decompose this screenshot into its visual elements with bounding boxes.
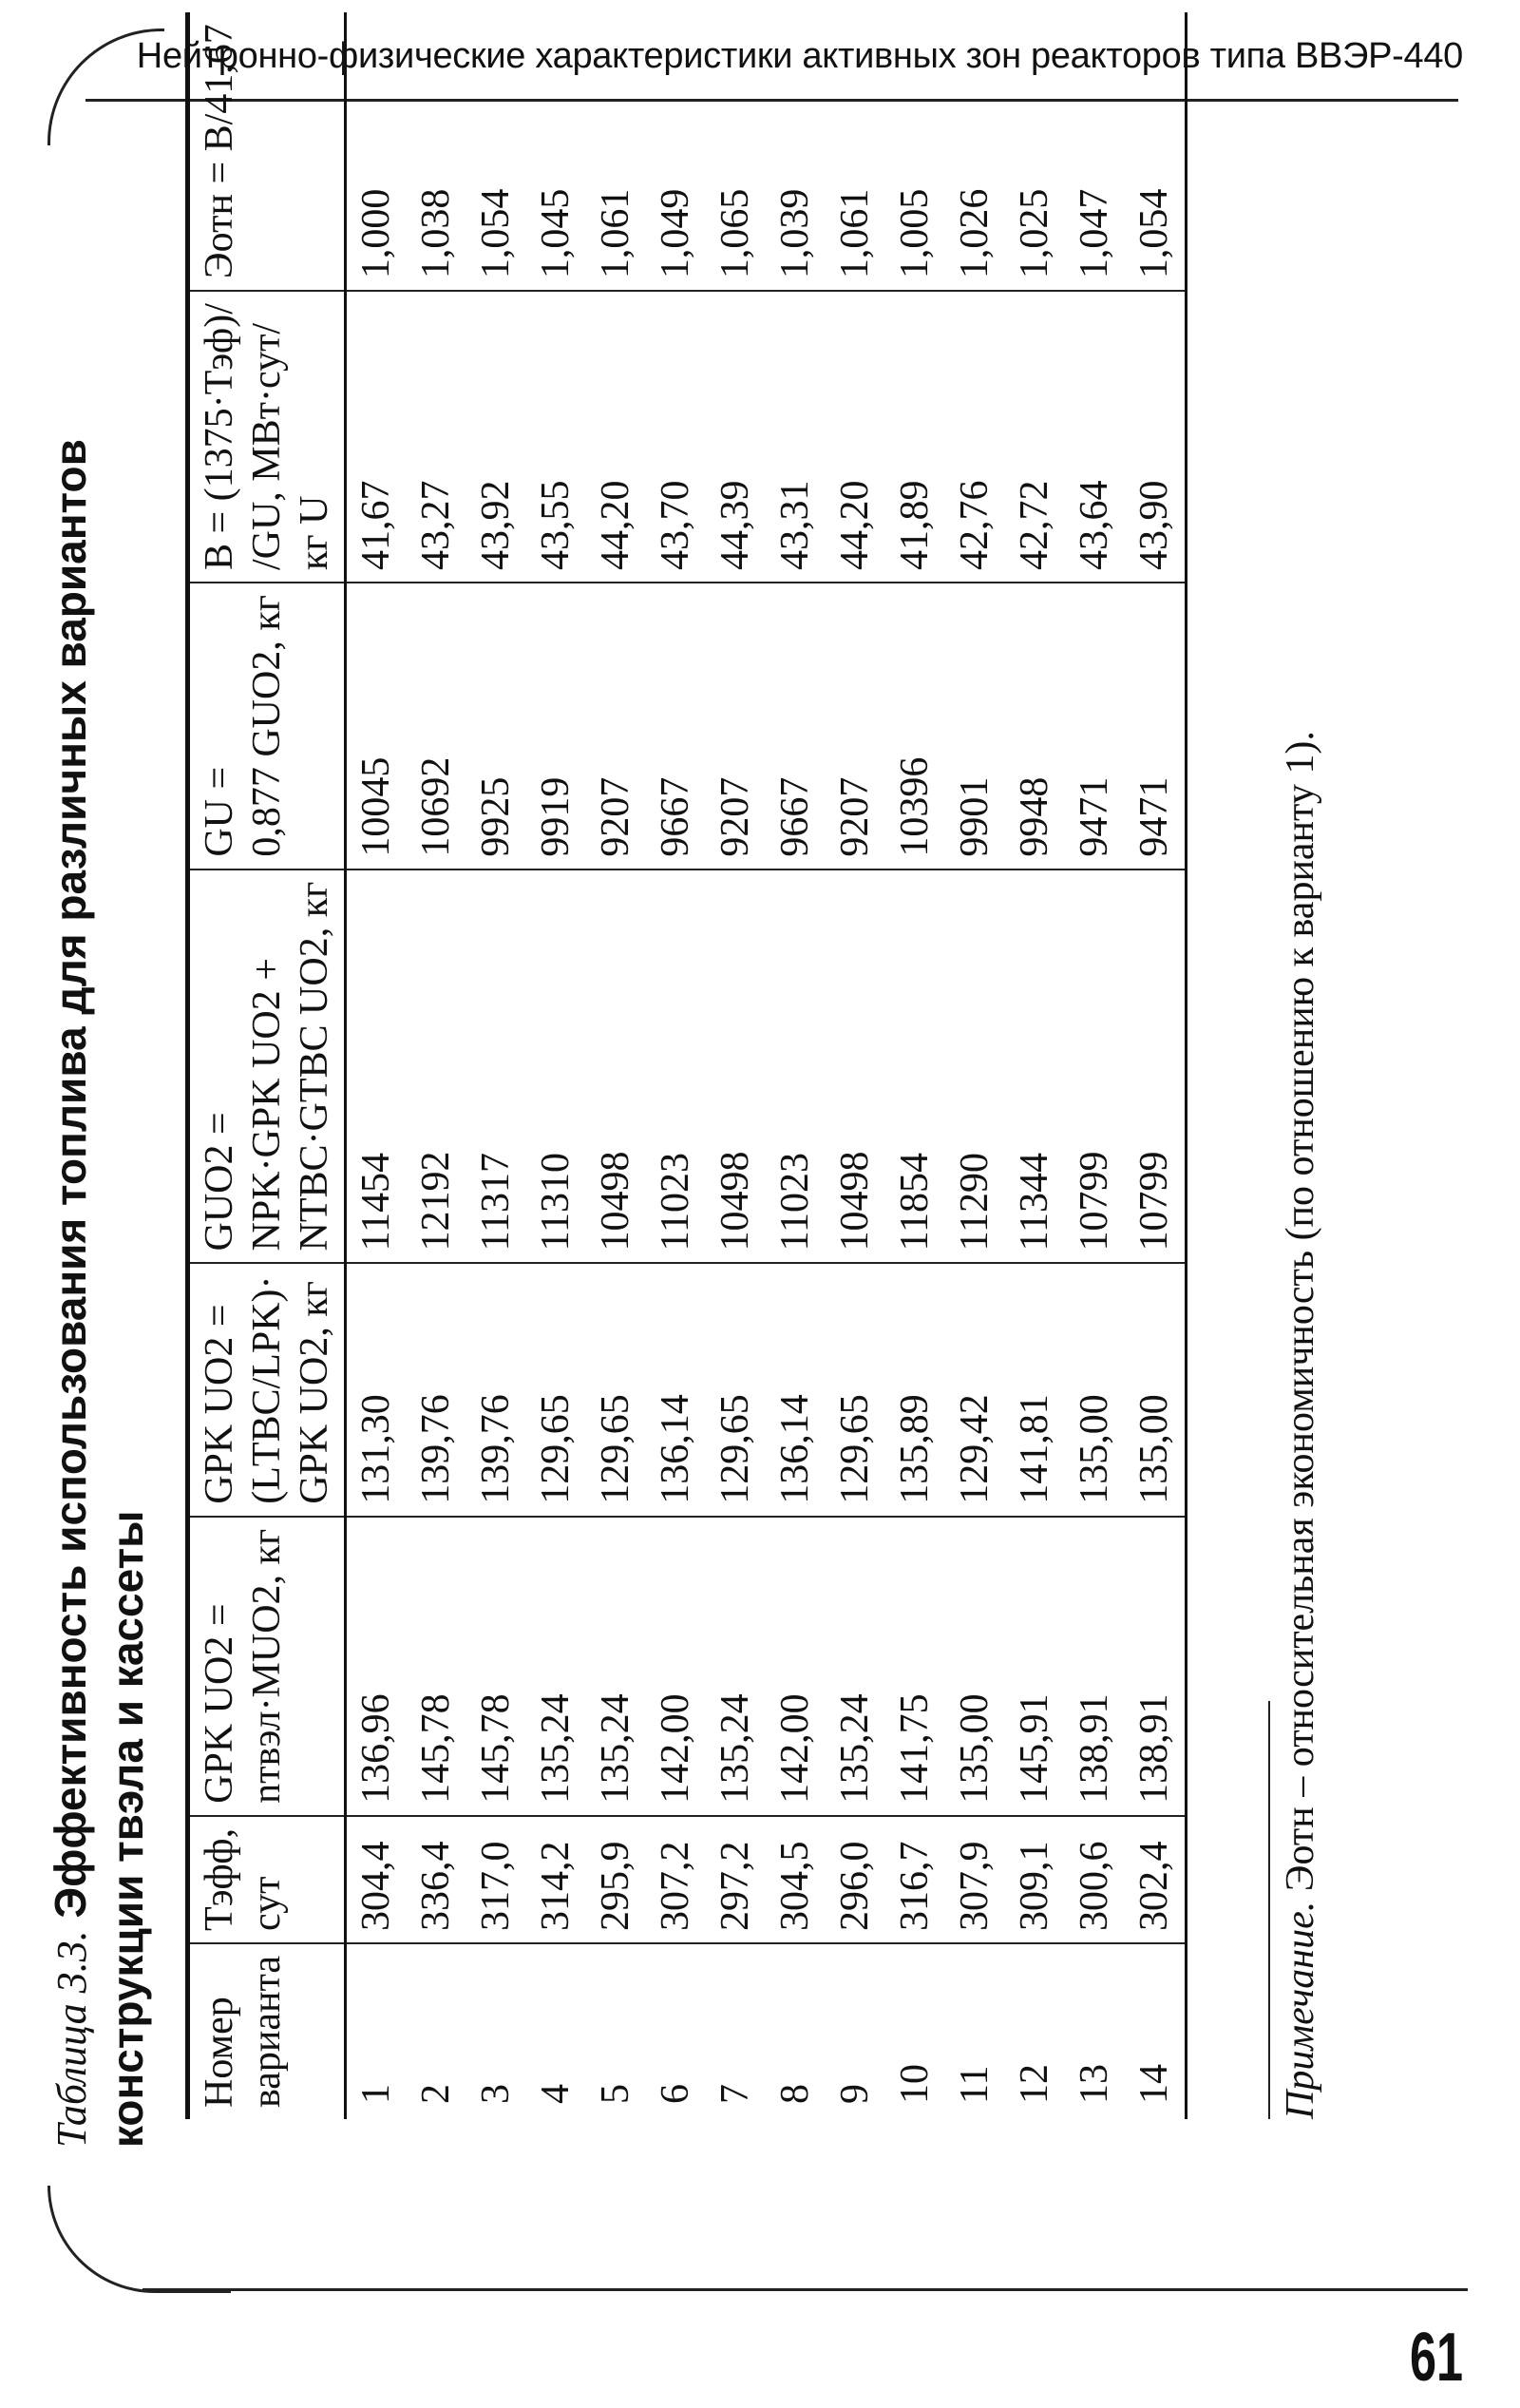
table-cell: 9948 [1005, 583, 1065, 870]
table-cell: 1,026 [945, 12, 1005, 291]
table-cell: 304,5 [766, 1816, 826, 1943]
table-cell: 11290 [945, 870, 1005, 1264]
running-header: Нейтронно-физические характеристики активных зон реакторов типа ВВЭР-440 [136, 36, 1463, 76]
table-cell: 10396 [885, 583, 945, 870]
table-cell: 44,20 [826, 291, 885, 583]
table-cell: 135,24 [526, 1517, 586, 1816]
table-row [586, 12, 646, 2119]
table-row [826, 12, 885, 2119]
table-cell: 141,81 [1005, 1263, 1065, 1516]
table-cell: 43,31 [766, 291, 826, 583]
table-cell: 135,89 [885, 1263, 945, 1516]
table-row [466, 12, 526, 2119]
table-cell: 10799 [1065, 870, 1125, 1264]
table-cell: 10799 [1125, 870, 1187, 1264]
table-caption [43, 171, 176, 2148]
table-cell: 336,4 [407, 1816, 466, 1943]
table-cell: 10045 [346, 583, 408, 870]
table-cell: 9667 [766, 583, 826, 870]
table-cell: 9 [833, 2084, 877, 2104]
table-cell: 10 [893, 2064, 937, 2104]
table-cell: 9471 [1125, 583, 1187, 870]
table-cell: 304,4 [346, 1816, 408, 1943]
table-cell: 1,061 [826, 12, 885, 291]
table-cell: 316,7 [885, 1816, 945, 1943]
table-cell: 9471 [1065, 583, 1125, 870]
table-cell: 11344 [1005, 870, 1065, 1264]
corner-ornament-bottom [48, 2186, 231, 2293]
note-rule [1268, 1701, 1270, 2119]
table-cell: 43,92 [466, 291, 526, 583]
table-cell: 307,2 [646, 1816, 706, 1943]
table-cell: 9925 [466, 583, 526, 870]
caption-title: Эффективность использования топлива для различных вариантов конструкции твэла и кассеты [46, 439, 152, 2148]
table-cell: 4 [534, 2084, 578, 2104]
table-cell: 9919 [526, 583, 586, 870]
table-row [885, 12, 945, 2119]
table-row [1005, 12, 1065, 2119]
table-cell: 1,065 [706, 12, 766, 291]
note-text: Эотн – относительная экономичность (по отношению к варианту 1). [1279, 731, 1322, 1892]
table-cell: 43,55 [526, 291, 586, 583]
table-cell: 135,00 [945, 1517, 1005, 1816]
table-cell: 5 [594, 2084, 637, 2104]
footer-rule [142, 2288, 1468, 2291]
table-cell: 13 [1073, 2064, 1116, 2104]
table-cell: 44,20 [586, 291, 646, 583]
table-cell: 139,76 [407, 1263, 466, 1516]
table-cell: 135,24 [586, 1517, 646, 1816]
table-cell: 43,70 [646, 291, 706, 583]
table-cell: 145,78 [407, 1517, 466, 1816]
table-cell: 129,65 [526, 1263, 586, 1516]
table-cell: 135,00 [1065, 1263, 1125, 1516]
table-cell: 129,42 [945, 1263, 1005, 1516]
table-cell: 138,91 [1125, 1517, 1187, 1816]
table-cell: 1,054 [466, 12, 526, 291]
table-cell: 136,14 [766, 1263, 826, 1516]
table-cell: 9207 [826, 583, 885, 870]
table-cell: 317,0 [466, 1816, 526, 1943]
table-cell: 314,2 [526, 1816, 586, 1943]
table-cell: 1,039 [766, 12, 826, 291]
page-number: 61 [1409, 2320, 1463, 2396]
table-cell: 142,00 [766, 1517, 826, 1816]
header-g-u: GU = 0,877 GUO2, кг [188, 583, 346, 870]
table-cell: 1,047 [1065, 12, 1125, 291]
table-cell: 9207 [586, 583, 646, 870]
table-cell: 12192 [407, 870, 466, 1264]
table-cell: 1,054 [1125, 12, 1187, 291]
table-cell: 11 [953, 2065, 997, 2104]
table-cell: 41,67 [346, 291, 408, 583]
header-teff: Тэфф, сут [188, 1816, 346, 1943]
table-cell: 10498 [706, 870, 766, 1264]
table-cell: 11854 [885, 870, 945, 1264]
table-cell: 1,000 [346, 12, 408, 291]
table-cell: 129,65 [706, 1263, 766, 1516]
header-g-rk-tvel: GPK UO2 = nтвэл·MUO2, кг [188, 1517, 346, 1816]
header-g-rk-ratio: GPK UO2 = (LТВС/LPK)· GPK UO2, кг [188, 1263, 346, 1516]
header-row [188, 12, 346, 2119]
table-row [1065, 12, 1125, 2119]
table-cell: 11023 [646, 870, 706, 1264]
table-note [1278, 181, 1323, 2119]
table-cell: 138,91 [1065, 1517, 1125, 1816]
table-cell: 139,76 [466, 1263, 526, 1516]
table-row [766, 12, 826, 2119]
header-relative-economy: Эотн = B/41,67 [188, 12, 346, 291]
corner-ornament-top [48, 29, 164, 145]
table-cell: 135,00 [1125, 1263, 1187, 1516]
table-cell: 2 [414, 2084, 458, 2104]
table-row [407, 12, 466, 2119]
table-cell: 145,78 [466, 1517, 526, 1816]
table-cell: 6 [654, 2084, 697, 2104]
table-cell: 129,65 [586, 1263, 646, 1516]
table-cell: 1,038 [407, 12, 466, 291]
efficiency-table [185, 12, 1188, 2119]
table-row [706, 12, 766, 2119]
table-cell: 42,76 [945, 291, 1005, 583]
table-cell: 14 [1132, 2064, 1176, 2104]
table-cell: 1,005 [885, 12, 945, 291]
table-cell: 10498 [826, 870, 885, 1264]
table-cell: 145,91 [1005, 1517, 1065, 1816]
table-cell: 1,049 [646, 12, 706, 291]
table-cell: 43,64 [1065, 291, 1125, 583]
table-cell: 44,39 [706, 291, 766, 583]
table-cell: 11023 [766, 870, 826, 1264]
table-row [945, 12, 1005, 2119]
table-cell: 131,30 [346, 1263, 408, 1516]
table-cell: 12 [1013, 2064, 1056, 2104]
table-cell: 9207 [706, 583, 766, 870]
table-cell: 8 [773, 2084, 817, 2104]
header-g-uo2: GUO2 = NPK·GPK UO2 + NТВС·GТВС UO2, кг [188, 870, 346, 1264]
table-cell: 296,0 [826, 1816, 885, 1943]
header-variant: Номер варианта [198, 1955, 289, 2108]
table-cell: 1,045 [526, 12, 586, 291]
table-cell: 11454 [346, 870, 408, 1264]
table-cell: 136,14 [646, 1263, 706, 1516]
table-row [346, 12, 408, 2119]
table-cell: 1,061 [586, 12, 646, 291]
table-cell: 42,72 [1005, 291, 1065, 583]
note-label: Примечание. [1279, 1901, 1322, 2119]
header-burnup: B = (1375·Tэф)/ /GU, МВт·сут/ кг U [188, 291, 346, 583]
table-cell: 302,4 [1125, 1816, 1187, 1943]
table-cell: 309,1 [1005, 1816, 1065, 1943]
table-cell: 1,025 [1005, 12, 1065, 291]
table-cell: 11317 [466, 870, 526, 1264]
table-cell: 10692 [407, 583, 466, 870]
table-cell: 141,75 [885, 1517, 945, 1816]
table-row [526, 12, 586, 2119]
table-cell: 43,90 [1125, 291, 1187, 583]
table-cell: 41,89 [885, 291, 945, 583]
caption-label: Таблица 3.3. [48, 1930, 95, 2148]
table-cell: 135,24 [826, 1517, 885, 1816]
table-row [646, 12, 706, 2119]
table-cell: 3 [474, 2084, 518, 2104]
table-cell: 43,27 [407, 291, 466, 583]
table-cell: 135,24 [706, 1517, 766, 1816]
table-cell: 9901 [945, 583, 1005, 870]
table-cell: 142,00 [646, 1517, 706, 1816]
table-cell: 9667 [646, 583, 706, 870]
table-cell: 11310 [526, 870, 586, 1264]
table-cell: 297,2 [706, 1816, 766, 1943]
table-row [1125, 12, 1187, 2119]
table-cell: 300,6 [1065, 1816, 1125, 1943]
table-cell: 10498 [586, 870, 646, 1264]
table-cell: 1 [354, 2084, 398, 2104]
table-cell: 129,65 [826, 1263, 885, 1516]
table-cell: 136,96 [346, 1517, 408, 1816]
table-cell: 7 [713, 2084, 757, 2104]
table-cell: 307,9 [945, 1816, 1005, 1943]
table-cell: 295,9 [586, 1816, 646, 1943]
